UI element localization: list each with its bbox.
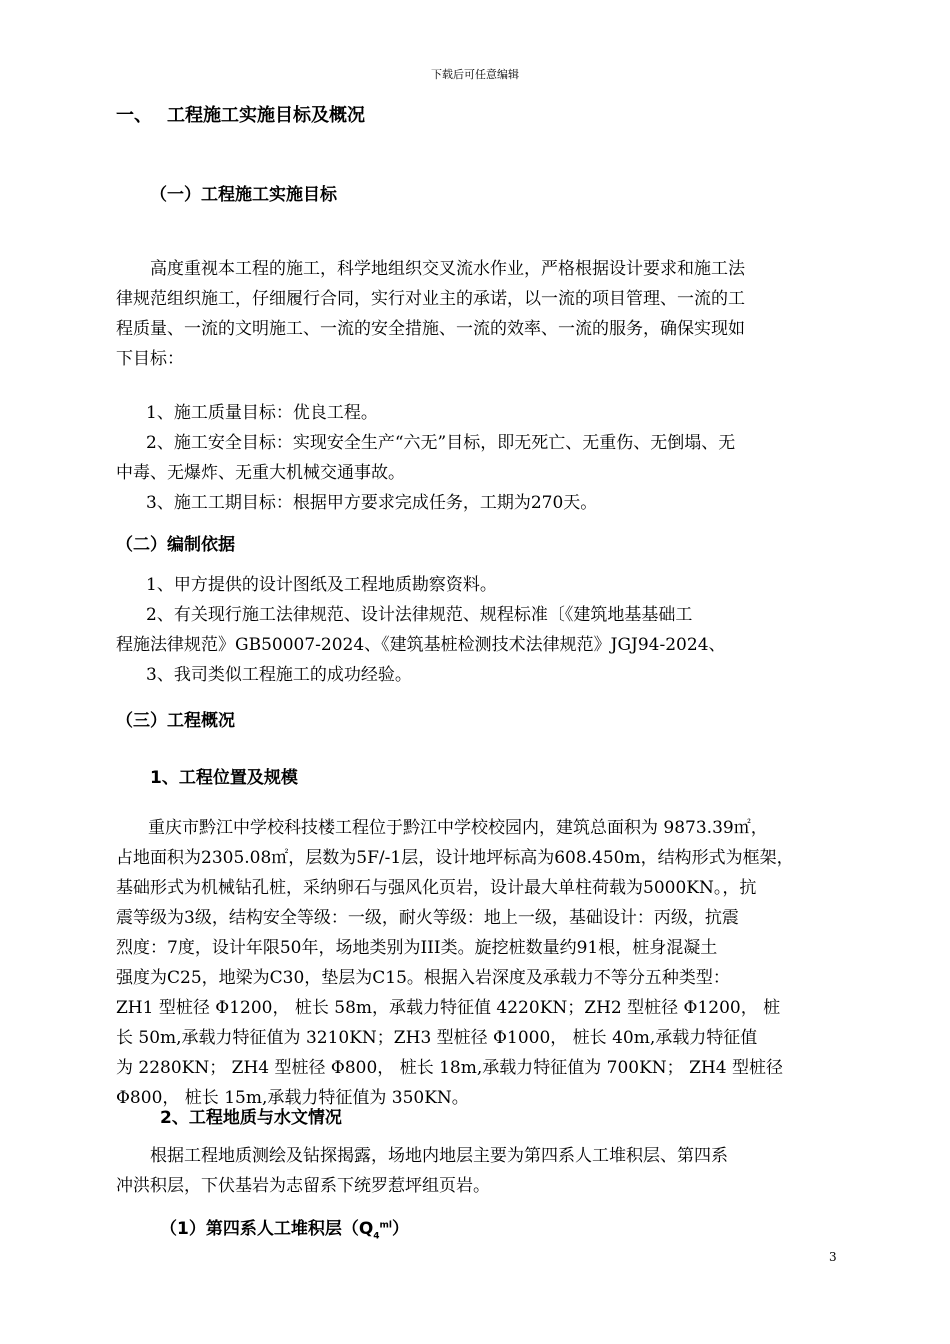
location-line: 占地面积为2305.08㎡，层数为5F/-1层，设计地坪标高为608.450m，结构形式为框架， bbox=[116, 848, 794, 868]
basis-item: 3、我司类似工程施工的成功经验。 bbox=[146, 665, 412, 685]
page-header: 下载后可任意编辑 bbox=[431, 68, 519, 81]
goals-list bbox=[116, 398, 840, 518]
subsection-title-overview: （三）工程概况 bbox=[116, 711, 235, 731]
location-line: 重庆市黔江中学校科技楼工程位于黔江中学校校园内，建筑总面积为 9873.39㎡， bbox=[148, 818, 768, 838]
geology-title: 2、工程地质与水文情况 bbox=[160, 1108, 342, 1128]
location-line: ZH1 型桩径 Φ1200， 桩长 58m，承载力特征值 4220KN；ZH2 型桩径 Φ1200， 桩 bbox=[116, 998, 781, 1018]
location-line: 震等级为3级，结构安全等级：一级，耐火等级：地上一级，基础设计：丙级，抗震 bbox=[116, 908, 739, 928]
basis-item: 2、有关现行施工法律规范、设计法律规范、规程标准〔《建筑地基基础工 bbox=[146, 605, 693, 625]
intro-line: 律规范组织施工，仔细履行合同，实行对业主的承诺，以一流的项目管理、一流的工 bbox=[116, 289, 745, 309]
page-number: 3 bbox=[829, 1250, 837, 1264]
layer-title-close: ） bbox=[392, 1219, 410, 1239]
location-line: 为 2280KN； ZH4 型桩径 Φ800， 桩长 18m,承载力特征值为 700KN； ZH4 型桩径 bbox=[116, 1058, 783, 1078]
goal-safety-cont: 中毒、无爆炸、无重大机械交通事故。 bbox=[116, 463, 405, 483]
goal-safety: 2、施工安全目标：实现安全生产“六无”目标，即无死亡、无重伤、无倒塌、无 bbox=[146, 433, 736, 453]
section-number: 一、 bbox=[116, 105, 152, 126]
intro-line: 程质量、一流的文明施工、一流的安全措施、一流的效率、一流的服务，确保实现如 bbox=[116, 319, 745, 339]
geology-line: 根据工程地质测绘及钻探揭露，场地内地层主要为第四系人工堆积层、第四系 bbox=[150, 1146, 728, 1166]
intro-paragraph bbox=[116, 254, 840, 374]
subsection-title-goals: （一）工程施工实施目标 bbox=[150, 185, 337, 205]
geology-line: 冲洪积层，下伏基岩为志留系下统罗惹坪组页岩。 bbox=[116, 1176, 490, 1196]
intro-line: 高度重视本工程的施工，科学地组织交叉流水作业，严格根据设计要求和施工法 bbox=[150, 259, 745, 279]
location-line: 烈度：7度，设计年限50年，场地类别为III类。旋挖桩数量约91根，桩身混凝土 bbox=[116, 938, 718, 958]
layer-title-subscript: 4 bbox=[373, 1231, 380, 1242]
location-title: 1、工程位置及规模 bbox=[150, 768, 298, 788]
intro-line: 下目标： bbox=[116, 349, 184, 369]
location-line: 基础形式为机械钻孔桩，采纳卵石与强风化页岩，设计最大单柱荷载为5000KN。，抗 bbox=[116, 878, 757, 898]
location-line: Φ800， 桩长 15m,承载力特征值为 350KN。 bbox=[116, 1088, 469, 1108]
location-line: 长 50m,承载力特征值为 3210KN；ZH3 型桩径 Φ1000， 桩长 40m,承载力特征值 bbox=[116, 1028, 758, 1048]
layer-title-text: （1）第四系人工堆积层（Q bbox=[160, 1219, 374, 1239]
layer-title-superscript: ml bbox=[379, 1220, 393, 1231]
subsection-title-basis: （二）编制依据 bbox=[116, 535, 235, 555]
basis-list bbox=[116, 570, 840, 690]
layer-title bbox=[160, 1214, 409, 1241]
location-paragraph bbox=[116, 813, 840, 1113]
basis-item: 1、甲方提供的设计图纸及工程地质勘察资料。 bbox=[146, 575, 497, 595]
goal-quality: 1、施工质量目标：优良工程。 bbox=[146, 403, 378, 423]
basis-item-cont: 程施法律规范》GB50007-2024、《建筑基桩检测技术法律规范》JGJ94-2024、 bbox=[116, 635, 726, 655]
goal-schedule: 3、施工工期目标：根据甲方要求完成任务，工期为270天。 bbox=[146, 493, 598, 513]
location-line: 强度为C25，地梁为C30，垫层为C15。根据入岩深度及承载力不等分五种类型： bbox=[116, 968, 730, 988]
geology-paragraph bbox=[116, 1141, 840, 1201]
section-title: 工程施工实施目标及概况 bbox=[167, 105, 365, 126]
